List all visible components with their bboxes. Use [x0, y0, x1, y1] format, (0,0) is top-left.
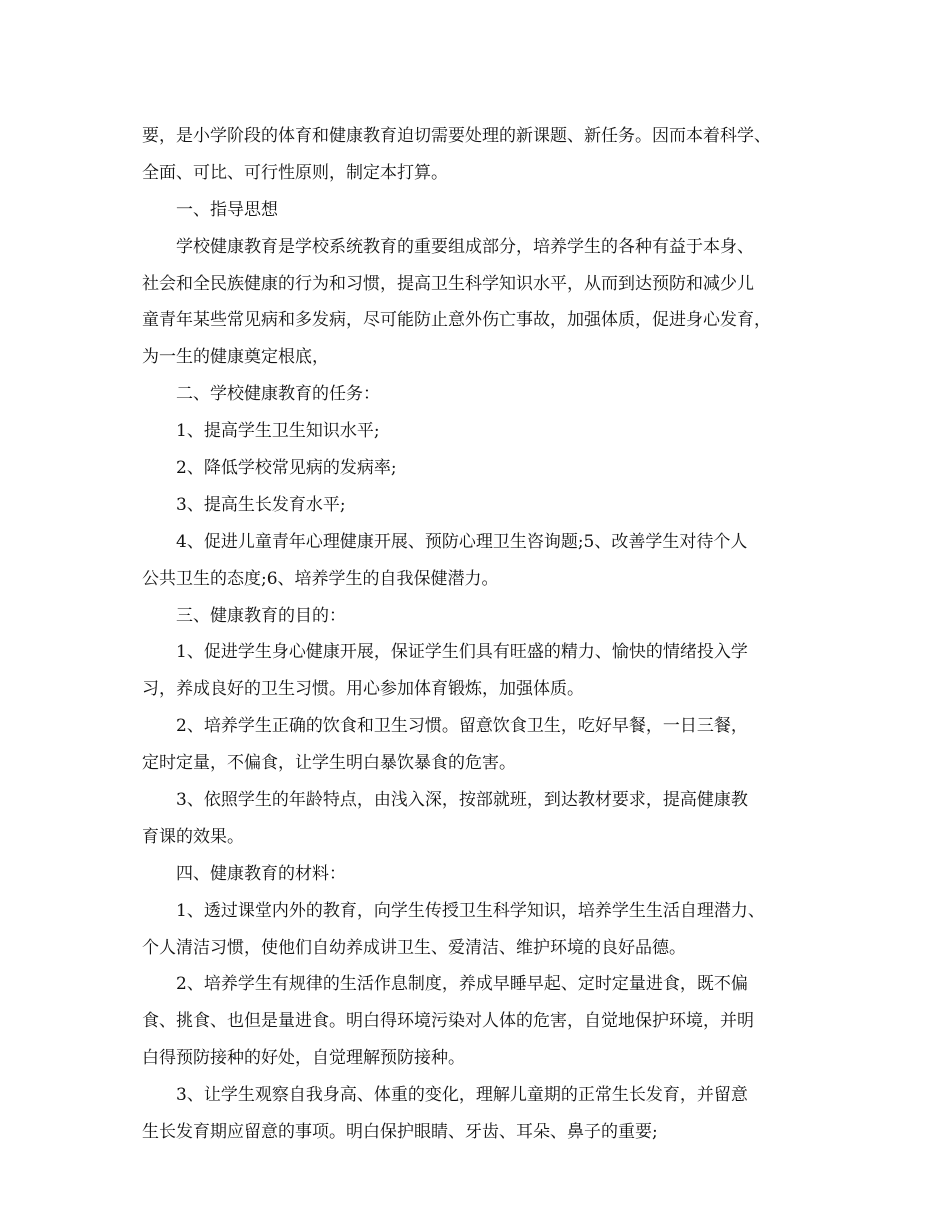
- text-line: 3、让学生观察自我身高、体重的变化，理解儿童期的正常生长发育，并留意: [176, 1085, 748, 1106]
- text-line: 育课的效果。: [142, 826, 244, 847]
- text-line: 二、学校健康教育的任务：: [176, 384, 380, 405]
- text-line: 2、降低学校常见病的发病率;: [176, 458, 397, 479]
- text-line: 学校健康教育是学校系统教育的重要组成部分，培养学生的各种有益于本身、: [176, 236, 754, 257]
- text-line: 白得预防接种的好处，自觉理解预防接种。: [142, 1048, 465, 1069]
- text-line: 一、指导思想: [176, 199, 278, 220]
- text-line: 1、透过课堂内外的教育，向学生传授卫生科学知识，培养学生生活自理潜力、: [176, 900, 765, 921]
- text-line: 要，是小学阶段的体育和健康教育迫切需要处理的新课题、新任务。因而本着科学、: [142, 126, 771, 146]
- text-line: 4、促进儿童青年心理健康开展、预防心理卫生咨询题;5、改善学生对待个人: [176, 531, 748, 552]
- text-line: 习，养成良好的卫生习惯。用心参加体育锻炼，加强体质。: [142, 679, 584, 700]
- text-line: 童青年某些常见病和多发病，尽可能防止意外伤亡事故，加强体质，促进身心发育，: [142, 310, 771, 331]
- text-line: 3、依照学生的年龄特点，由浅入深，按部就班，到达教材要求，提高健康教: [176, 790, 748, 811]
- text-line: 为一生的健康奠定根底，: [142, 347, 329, 368]
- text-line: 生长发育期应留意的事项。明白保护眼睛、牙齿、耳朵、鼻子的重要;: [142, 1122, 658, 1143]
- text-line: 社会和全民族健康的行为和习惯，提高卫生科学知识水平，从而到达预防和减少儿: [142, 273, 754, 294]
- text-line: 2、培养学生正确的饮食和卫生习惯。留意饮食卫生，吃好早餐，一日三餐，: [176, 716, 748, 737]
- document-body: [142, 118, 812, 1151]
- text-line: 1、促进学生身心健康开展，保证学生们具有旺盛的精力、愉快的情绪投入学: [176, 642, 748, 663]
- text-line: 3、提高生长发育水平;: [176, 494, 346, 515]
- text-line: 定时定量，不偏食，让学生明白暴饮暴食的危害。: [142, 753, 516, 774]
- text-line: 全面、可比、可行性原则，制定本打算。: [142, 162, 448, 183]
- text-line: 四、健康教育的材料：: [176, 863, 346, 884]
- text-line: 公共卫生的态度;6、培养学生的自我保健潜力。: [142, 568, 499, 589]
- text-line: 三、健康教育的目的：: [176, 605, 346, 626]
- text-line: 1、提高学生卫生知识水平;: [176, 421, 380, 442]
- text-line: 2、培养学生有规律的生活作息制度，养成早睡早起、定时定量进食，既不偏: [176, 974, 748, 995]
- text-line: 食、挑食、也但是量进食。明白得环境污染对人体的危害，自觉地保护环境，并明: [142, 1011, 754, 1032]
- text-line: 个人清洁习惯，使他们自幼养成讲卫生、爱清洁、维护环境的良好品德。: [142, 937, 686, 958]
